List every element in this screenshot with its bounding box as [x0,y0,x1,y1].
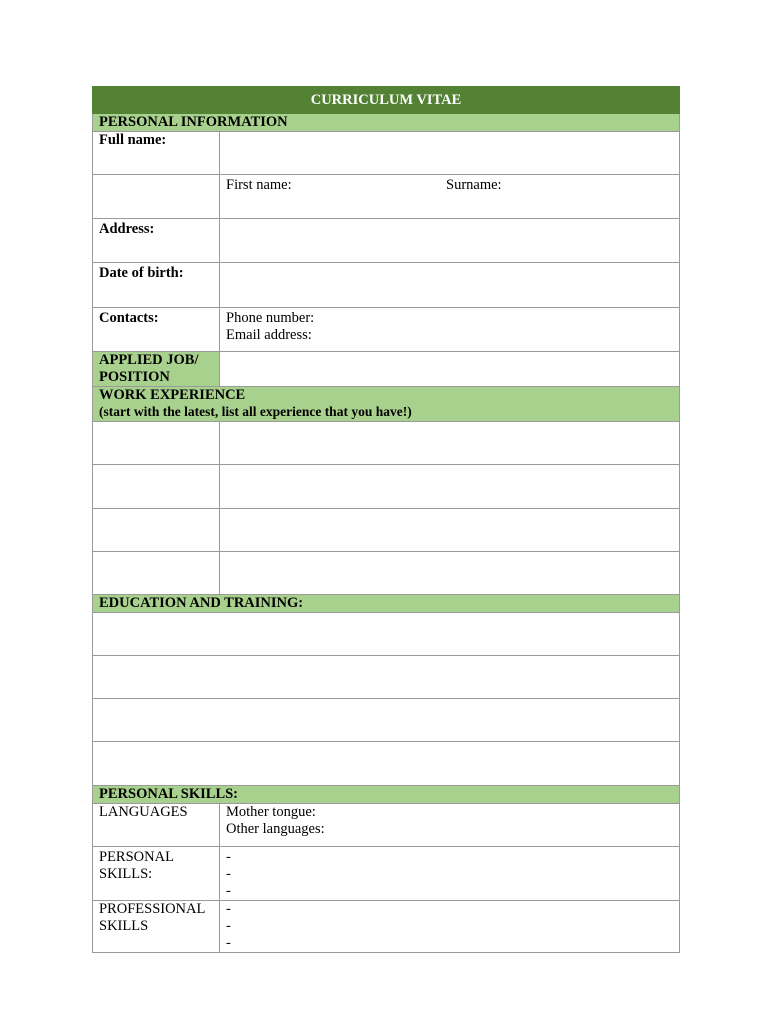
row-professional-skills [93,901,680,953]
work-experience-heading: WORK EXPERIENCE [99,387,246,403]
work-experience-row [93,509,680,552]
personal-skills-field[interactable] [220,847,680,901]
other-languages-label: Other languages: [226,821,325,837]
row-contacts [93,308,680,352]
date-of-birth-field[interactable] [220,263,680,308]
work-experience-date-cell[interactable] [93,509,220,552]
education-entry-cell[interactable] [93,742,680,786]
contacts-label: Contacts: [93,308,220,352]
professional-skills-field[interactable] [220,901,680,953]
bullet-dash: - [226,918,231,934]
work-experience-detail-cell[interactable] [220,552,680,595]
first-name-label: First name: [226,177,292,193]
surname-label: Surname: [446,177,502,193]
row-name-parts [93,175,680,219]
mother-tongue-label: Mother tongue: [226,804,316,820]
section-work-experience [93,387,680,422]
phone-number-label: Phone number: [226,310,315,326]
section-heading-personal-skills: PERSONAL SKILLS: [93,786,680,804]
work-experience-detail-cell[interactable] [220,465,680,509]
education-row [93,613,680,656]
education-row [93,742,680,786]
education-entry-cell[interactable] [93,613,680,656]
section-heading-work-experience [93,387,680,422]
personal-skills-label-line1: PERSONAL [99,849,174,865]
languages-label: LANGUAGES [93,804,220,847]
work-experience-date-cell[interactable] [93,552,220,595]
title-row [93,87,680,114]
section-heading-personal-information: PERSONAL INFORMATION [93,114,680,132]
bullet-dash: - [226,901,231,917]
row-address [93,219,680,263]
section-education [93,595,680,613]
languages-field[interactable] [220,804,680,847]
row-date-of-birth [93,263,680,308]
work-experience-detail-cell[interactable] [220,509,680,552]
professional-skills-label [93,901,220,953]
applied-job-label [93,352,220,387]
personal-skills-label [93,847,220,901]
cv-title: CURRICULUM VITAE [93,87,680,114]
email-address-label: Email address: [226,327,312,343]
professional-skills-label-line2: SKILLS [99,918,149,934]
name-parts-blank-cell [93,175,220,219]
section-personal-skills [93,786,680,804]
full-name-field[interactable] [220,132,680,175]
bullet-dash: - [226,935,231,951]
work-experience-row [93,422,680,465]
row-applied-job [93,352,680,387]
applied-job-label-line2: POSITION [99,369,170,385]
work-experience-subheading: (start with the latest, list all experience that you have!) [99,404,412,419]
address-label: Address: [93,219,220,263]
work-experience-row [93,552,680,595]
section-heading-education: EDUCATION AND TRAINING: [93,595,680,613]
bullet-dash: - [226,849,231,865]
date-of-birth-label: Date of birth: [93,263,220,308]
applied-job-label-line1: APPLIED JOB/ [99,352,199,368]
education-row [93,699,680,742]
work-experience-date-cell[interactable] [93,465,220,509]
work-experience-detail-cell[interactable] [220,422,680,465]
bullet-dash: - [226,866,231,882]
row-languages [93,804,680,847]
row-full-name [93,132,680,175]
personal-skills-label-line2: SKILLS: [99,866,153,882]
education-entry-cell[interactable] [93,656,680,699]
row-personal-skills [93,847,680,901]
bullet-dash: - [226,883,231,899]
full-name-label: Full name: [93,132,220,175]
work-experience-date-cell[interactable] [93,422,220,465]
address-field[interactable] [220,219,680,263]
section-personal-information [93,114,680,132]
education-row [93,656,680,699]
work-experience-row [93,465,680,509]
applied-job-field[interactable] [220,352,680,387]
contacts-field[interactable] [220,308,680,352]
professional-skills-label-line1: PROFESSIONAL [99,901,206,917]
education-entry-cell[interactable] [93,699,680,742]
cv-form-table [92,86,680,953]
name-parts-field[interactable] [220,175,680,219]
